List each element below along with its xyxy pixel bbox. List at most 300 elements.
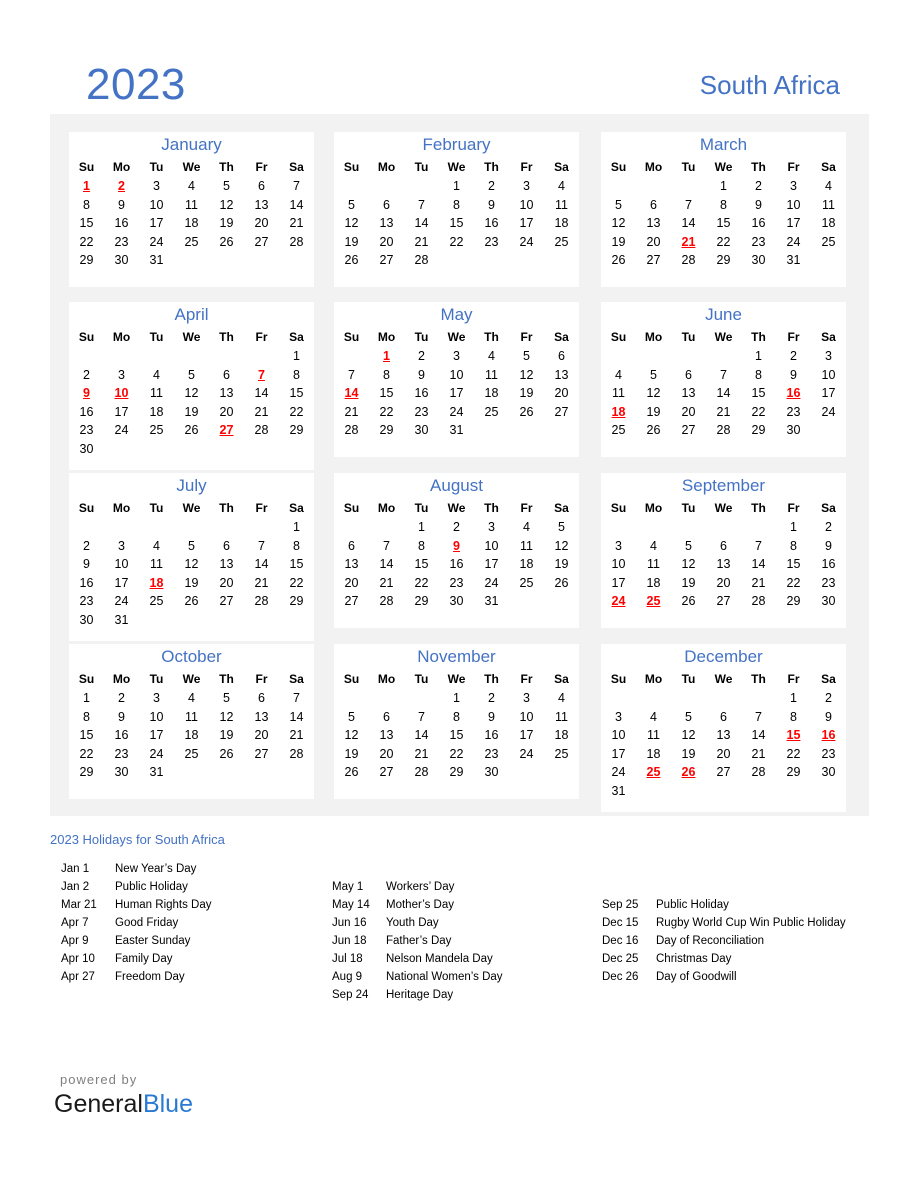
day-cell: 23 [114,746,129,761]
day-cell: 23 [786,404,801,419]
empty-cell [209,251,244,270]
weekday-header: Fr [255,330,268,344]
day-cell: 20 [681,404,696,419]
day-cell: 3 [615,709,622,724]
empty-cell [544,251,579,270]
empty-cell [369,689,404,708]
day-cell: 19 [681,746,696,761]
holiday-day-cell: 27 [219,423,234,438]
day-cell: 12 [344,728,359,743]
holiday-day-cell: 1 [383,349,390,364]
generalblue-logo[interactable] [54,1090,193,1119]
month-title: February [422,135,491,154]
day-cell: 21 [751,746,766,761]
day-cell: 16 [79,404,94,419]
day-cell: 23 [79,594,94,609]
day-cell: 13 [716,728,731,743]
day-cell: 30 [114,765,129,780]
weekday-header: Tu [681,672,696,686]
day-cell: 13 [219,557,234,572]
day-cell: 6 [258,179,265,194]
day-cell: 26 [519,404,534,419]
day-cell: 30 [79,612,94,627]
holiday-day-cell: 24 [611,594,626,609]
weekday-header: We [714,672,733,686]
day-cell: 10 [149,709,164,724]
day-cell: 30 [786,423,801,438]
day-cell: 14 [289,197,304,212]
empty-cell [706,689,741,708]
day-cell: 19 [219,216,234,231]
day-cell: 25 [519,575,534,590]
day-cell: 24 [821,404,836,419]
day-cell: 24 [786,234,801,249]
day-cell: 12 [646,386,661,401]
day-cell: 17 [114,575,129,590]
day-cell: 11 [485,367,498,382]
day-cell: 4 [558,179,565,194]
empty-cell [811,421,846,440]
day-cell: 20 [716,746,731,761]
empty-cell [671,782,706,801]
month-title: April [174,305,209,324]
empty-cell [509,763,544,782]
empty-cell [139,440,174,459]
day-cell: 11 [647,557,660,572]
holiday-list-item [602,968,846,986]
day-cell: 7 [348,367,355,382]
day-cell: 25 [184,746,199,761]
day-cell: 11 [647,728,660,743]
weekday-header: Su [610,160,627,174]
day-cell: 8 [383,367,390,382]
weekday-header: Fr [520,672,533,686]
month-may [334,302,579,457]
weekday-header: We [182,501,201,515]
day-cell: 11 [520,538,533,553]
empty-cell [279,251,314,270]
day-cell: 22 [449,746,464,761]
weekday-header: Fr [520,330,533,344]
weekday-header: Sa [821,672,836,686]
day-cell: 15 [79,216,94,231]
empty-cell [671,518,706,537]
weekday-header: Su [343,501,360,515]
month-grid [601,669,846,800]
weekday-header: Th [751,501,766,515]
day-cell: 28 [751,594,766,609]
holiday-date: Apr 10 [61,953,95,965]
day-cell: 1 [83,691,90,706]
day-cell: 7 [685,197,692,212]
holiday-list-item [602,932,846,950]
weekday-header: Su [78,672,95,686]
weekday-header: Su [343,672,360,686]
day-cell: 19 [344,746,359,761]
day-cell: 4 [558,691,565,706]
day-cell: 29 [79,253,94,268]
holiday-date: Jan 2 [61,881,90,893]
weekday-header: Sa [554,330,569,344]
day-cell: 26 [611,253,626,268]
day-cell: 3 [523,691,530,706]
day-cell: 16 [114,216,129,231]
weekday-header: Sa [289,672,304,686]
day-cell: 11 [150,386,163,401]
month-grid [69,327,314,458]
month-grid [334,157,579,270]
day-cell: 9 [118,709,125,724]
weekday-header: Sa [554,672,569,686]
day-cell: 2 [83,538,90,553]
weekday-header: Th [484,672,499,686]
weekday-header: Su [78,330,95,344]
day-cell: 18 [184,728,199,743]
empty-cell [334,177,369,196]
day-cell: 8 [790,538,797,553]
holiday-day-cell: 25 [646,594,661,609]
weekday-header: Su [343,160,360,174]
month-grid [334,327,579,440]
day-cell: 12 [554,538,569,553]
day-cell: 3 [153,691,160,706]
holiday-name: Good Friday [115,917,179,929]
day-cell: 15 [751,386,766,401]
holiday-list-item [332,878,503,896]
day-cell: 31 [149,765,164,780]
day-cell: 14 [751,557,766,572]
weekday-header: Mo [644,501,663,515]
day-cell: 16 [114,728,129,743]
empty-cell [69,347,104,366]
day-cell: 10 [611,728,626,743]
day-cell: 11 [185,709,198,724]
day-cell: 17 [149,728,164,743]
empty-cell [706,782,741,801]
day-cell: 2 [825,520,832,535]
day-cell: 30 [449,594,464,609]
holiday-date: Mar 21 [61,899,97,911]
day-cell: 23 [821,746,836,761]
day-cell: 4 [650,538,657,553]
holiday-name: Easter Sunday [115,935,191,947]
empty-cell [209,763,244,782]
day-cell: 5 [348,197,355,212]
day-cell: 4 [188,691,195,706]
weekday-header: We [447,672,466,686]
day-cell: 3 [153,179,160,194]
day-cell: 21 [254,575,269,590]
day-cell: 19 [611,234,626,249]
empty-cell [209,611,244,630]
month-grid [601,498,846,611]
day-cell: 28 [289,746,304,761]
day-cell: 2 [418,349,425,364]
day-cell: 31 [786,253,801,268]
day-cell: 19 [184,404,199,419]
day-cell: 5 [223,179,230,194]
holiday-name: Mother’s Day [386,899,454,911]
holiday-list-item [332,950,503,968]
weekday-header: Tu [681,160,696,174]
holiday-list-item [602,896,846,914]
day-cell: 20 [716,575,731,590]
day-cell: 27 [379,765,394,780]
day-cell: 6 [258,691,265,706]
holidays-column [61,860,212,986]
day-cell: 31 [149,253,164,268]
day-cell: 27 [646,253,661,268]
day-cell: 6 [223,367,230,382]
day-cell: 28 [716,423,731,438]
day-cell: 29 [79,765,94,780]
day-cell: 3 [825,349,832,364]
day-cell: 8 [418,538,425,553]
weekday-header: Sa [821,501,836,515]
day-cell: 15 [716,216,731,231]
day-cell: 21 [289,728,304,743]
day-cell: 23 [114,234,129,249]
day-cell: 18 [646,575,661,590]
holiday-name: Nelson Mandela Day [386,953,493,965]
weekday-header: Sa [289,330,304,344]
weekday-header: Su [78,501,95,515]
day-cell: 4 [523,520,530,535]
day-cell: 10 [821,367,836,382]
empty-cell [69,518,104,537]
day-cell: 25 [554,746,569,761]
weekday-header: Mo [112,672,131,686]
holiday-date: May 14 [332,899,370,911]
day-cell: 9 [825,709,832,724]
day-cell: 8 [790,709,797,724]
country-title: South Africa [699,70,840,100]
holiday-list-item [332,932,503,950]
holiday-name: Workers’ Day [386,881,455,893]
day-cell: 9 [825,538,832,553]
weekday-header: Sa [289,160,304,174]
day-cell: 5 [523,349,530,364]
day-cell: 3 [615,538,622,553]
empty-cell [104,440,139,459]
day-cell: 2 [488,691,495,706]
month-title: June [705,305,742,324]
day-cell: 22 [751,404,766,419]
empty-cell [544,421,579,440]
holiday-name: Christmas Day [656,953,732,965]
month-title: October [161,647,222,666]
day-cell: 18 [149,404,164,419]
empty-cell [671,177,706,196]
day-cell: 24 [519,746,534,761]
holiday-name: Day of Goodwill [656,971,737,983]
day-cell: 7 [293,691,300,706]
day-cell: 31 [449,423,464,438]
month-title: January [161,135,222,154]
day-cell: 24 [149,746,164,761]
day-cell: 17 [449,386,464,401]
day-cell: 25 [821,234,836,249]
weekday-header: Su [343,330,360,344]
empty-cell [741,518,776,537]
weekday-header: Tu [414,160,429,174]
day-cell: 26 [646,423,661,438]
day-cell: 18 [554,216,569,231]
day-cell: 20 [254,728,269,743]
day-cell: 8 [720,197,727,212]
day-cell: 22 [786,575,801,590]
day-cell: 18 [519,557,534,572]
day-cell: 14 [379,557,394,572]
day-cell: 21 [751,575,766,590]
day-cell: 19 [646,404,661,419]
month-june [601,302,846,457]
empty-cell [636,782,671,801]
month-april [69,302,314,470]
empty-cell [139,347,174,366]
empty-cell [509,421,544,440]
weekday-header: Fr [255,672,268,686]
weekday-header: We [714,160,733,174]
day-cell: 4 [188,179,195,194]
holiday-name: Public Holiday [115,881,188,893]
day-cell: 20 [219,404,234,419]
holiday-date: Dec 15 [602,917,639,929]
holiday-date: Apr 9 [61,935,89,947]
day-cell: 22 [449,234,464,249]
day-cell: 13 [716,557,731,572]
day-cell: 5 [348,709,355,724]
day-cell: 15 [449,728,464,743]
day-cell: 18 [184,216,199,231]
weekday-header: Sa [554,501,569,515]
holidays-column [332,878,503,1004]
day-cell: 29 [786,594,801,609]
day-cell: 16 [484,216,499,231]
day-cell: 10 [611,557,626,572]
weekday-header: Fr [787,501,800,515]
day-cell: 27 [379,253,394,268]
weekday-header: We [182,330,201,344]
weekday-header: Mo [112,330,131,344]
day-cell: 1 [790,520,797,535]
day-cell: 22 [786,746,801,761]
empty-cell [671,689,706,708]
day-cell: 27 [681,423,696,438]
day-cell: 6 [650,197,657,212]
day-cell: 14 [716,386,731,401]
weekday-header: Tu [681,501,696,515]
empty-cell [404,177,439,196]
day-cell: 28 [414,765,429,780]
day-cell: 3 [118,367,125,382]
weekday-header: Fr [787,330,800,344]
day-cell: 30 [114,253,129,268]
weekday-header: Fr [255,160,268,174]
holiday-day-cell: 7 [258,367,265,382]
powered-by-label: powered by [60,1072,138,1087]
empty-cell [706,518,741,537]
holiday-day-cell: 18 [611,404,626,419]
day-cell: 19 [681,575,696,590]
day-cell: 2 [790,349,797,364]
empty-cell [334,518,369,537]
holiday-list-item [61,878,212,896]
logo-blue: Blue [142,1090,193,1118]
day-cell: 7 [418,197,425,212]
day-cell: 8 [83,197,90,212]
weekday-header: Th [751,330,766,344]
day-cell: 3 [790,179,797,194]
weekday-header: Th [484,330,499,344]
holiday-date: Dec 26 [602,971,639,983]
day-cell: 26 [219,746,234,761]
weekday-header: Tu [414,330,429,344]
holiday-list-item [332,914,503,932]
day-cell: 29 [289,594,304,609]
day-cell: 9 [83,557,90,572]
day-cell: 10 [519,197,534,212]
day-cell: 29 [449,765,464,780]
weekday-header: Su [610,330,627,344]
day-cell: 1 [755,349,762,364]
empty-cell [811,782,846,801]
holiday-name: Day of Reconciliation [656,935,765,947]
day-cell: 27 [716,765,731,780]
empty-cell [209,440,244,459]
empty-cell [174,763,209,782]
day-cell: 17 [821,386,836,401]
day-cell: 8 [83,709,90,724]
weekday-header: Su [610,672,627,686]
weekday-header: Th [219,672,234,686]
day-cell: 31 [611,783,626,798]
day-cell: 4 [650,709,657,724]
day-cell: 14 [681,216,696,231]
empty-cell [174,347,209,366]
empty-cell [209,518,244,537]
empty-cell [811,251,846,270]
day-cell: 18 [484,386,499,401]
logo-general: General [54,1090,143,1118]
day-cell: 15 [449,216,464,231]
weekday-header: Mo [644,330,663,344]
weekday-header: We [447,160,466,174]
holiday-date: Apr 27 [61,971,95,983]
weekday-header: Su [610,501,627,515]
day-cell: 11 [555,197,568,212]
day-cell: 31 [484,594,499,609]
day-cell: 30 [821,594,836,609]
day-cell: 16 [414,386,429,401]
day-cell: 18 [821,216,836,231]
empty-cell [369,177,404,196]
month-march [601,132,846,287]
empty-cell [509,251,544,270]
day-cell: 12 [184,386,199,401]
holiday-list-item [332,986,503,1004]
day-cell: 10 [114,557,129,572]
day-cell: 30 [821,765,836,780]
day-cell: 9 [118,197,125,212]
empty-cell [474,421,509,440]
month-december [601,644,846,812]
weekday-header: Mo [377,160,396,174]
empty-cell [706,347,741,366]
day-cell: 6 [348,538,355,553]
day-cell: 2 [83,367,90,382]
day-cell: 31 [114,612,129,627]
